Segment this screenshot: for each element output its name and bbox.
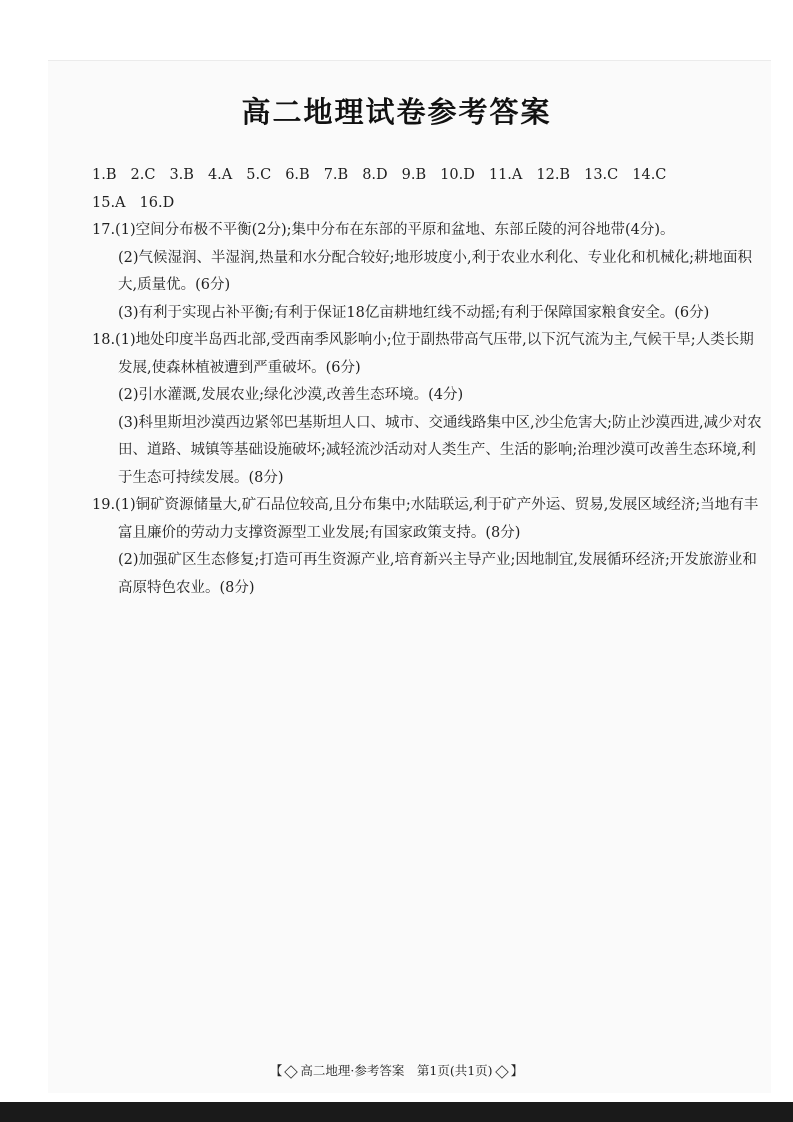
diamond-mark-icon bbox=[495, 1065, 509, 1079]
mc-answer: 15.A bbox=[92, 194, 126, 211]
footer-right-bracket: 】 bbox=[510, 1063, 524, 1078]
mc-answer: 2.C bbox=[130, 167, 156, 183]
scan-edge-bar bbox=[0, 1102, 793, 1122]
q18-part-1: 18.(1)地处印度半岛西北部,受西南季风影响小;位于副热带高气压带,以下沉气流为主,气候干旱;人类长期发展,使森林植被遭到严重破坏。(6分) bbox=[92, 332, 754, 376]
mc-answer: 4.A bbox=[207, 167, 233, 183]
q19-part-1: 19.(1)铜矿资源储量大,矿石品位较高,且分布集中;水陆联运,利于矿产外运、贸易,发展区域经济;当地有丰富且廉价的劳动力支撑资源型工业发展;有国家政策支持。(8分) bbox=[92, 497, 759, 541]
page-footer bbox=[0, 1061, 793, 1079]
mc-answer: 8.D bbox=[362, 167, 388, 183]
mc-answer: 14.C bbox=[632, 167, 667, 183]
footer-text: 高二地理·参考答案 第1页(共1页) bbox=[300, 1063, 493, 1078]
mc-answer: 16.D bbox=[139, 194, 175, 211]
q18-part-2: (2)引水灌溉,发展农业;绿化沙漠,改善生态环境。(4分) bbox=[118, 387, 464, 403]
mc-answers-line-1 bbox=[92, 162, 764, 190]
mc-answer: 3.B bbox=[169, 167, 194, 183]
q17-part-2: (2)气候湿润、半湿润,热量和水分配合较好;地形坡度小,利于农业水利化、专业化和机械化;耕地面积大,质量优。(6分) bbox=[118, 249, 753, 293]
mc-answer: 7.B bbox=[323, 167, 349, 183]
mc-answer: 6.B bbox=[285, 167, 310, 183]
diamond-mark-icon bbox=[285, 1065, 299, 1079]
mc-answer: 1.B bbox=[92, 167, 117, 183]
footer-left-bracket: 【 bbox=[269, 1063, 283, 1078]
mc-answer: 13.C bbox=[584, 167, 619, 183]
mc-answer: 11.A bbox=[488, 167, 523, 183]
answer-body bbox=[92, 162, 764, 602]
q17-part-3: (3)有利于实现占补平衡;有利于保证18亿亩耕地红线不动摇;有利于保障国家粮食安全。(6分) bbox=[118, 304, 710, 321]
mc-answers-line-2 bbox=[92, 190, 764, 218]
page-title: 高二地理试卷参考答案 bbox=[241, 95, 552, 129]
q19-part-2: (2)加强矿区生态修复;打造可再生资源产业,培育新兴主导产业;因地制宜,发展循环经济;开发旅游业和高原特色农业。(8分) bbox=[118, 552, 757, 596]
q18-part-3: (3)科里斯坦沙漠西边紧邻巴基斯坦人口、城市、交通线路集中区,沙尘危害大;防止沙漠西进,减少对农田、道路、城镇等基础设施破坏;减轻流沙活动对人类生产、生活的影响;治理沙漠可改善生态环境,利于生态可持续发展。(8分) bbox=[118, 414, 762, 486]
q17-part-1: 17.(1)空间分布极不平衡(2分);集中分布在东部的平原和盆地、东部丘陵的河谷地带(4分)。 bbox=[92, 222, 675, 238]
mc-answer: 9.B bbox=[401, 167, 427, 183]
mc-answer: 10.D bbox=[440, 167, 475, 183]
mc-answer: 5.C bbox=[246, 167, 272, 183]
mc-answer: 12.B bbox=[536, 167, 571, 183]
